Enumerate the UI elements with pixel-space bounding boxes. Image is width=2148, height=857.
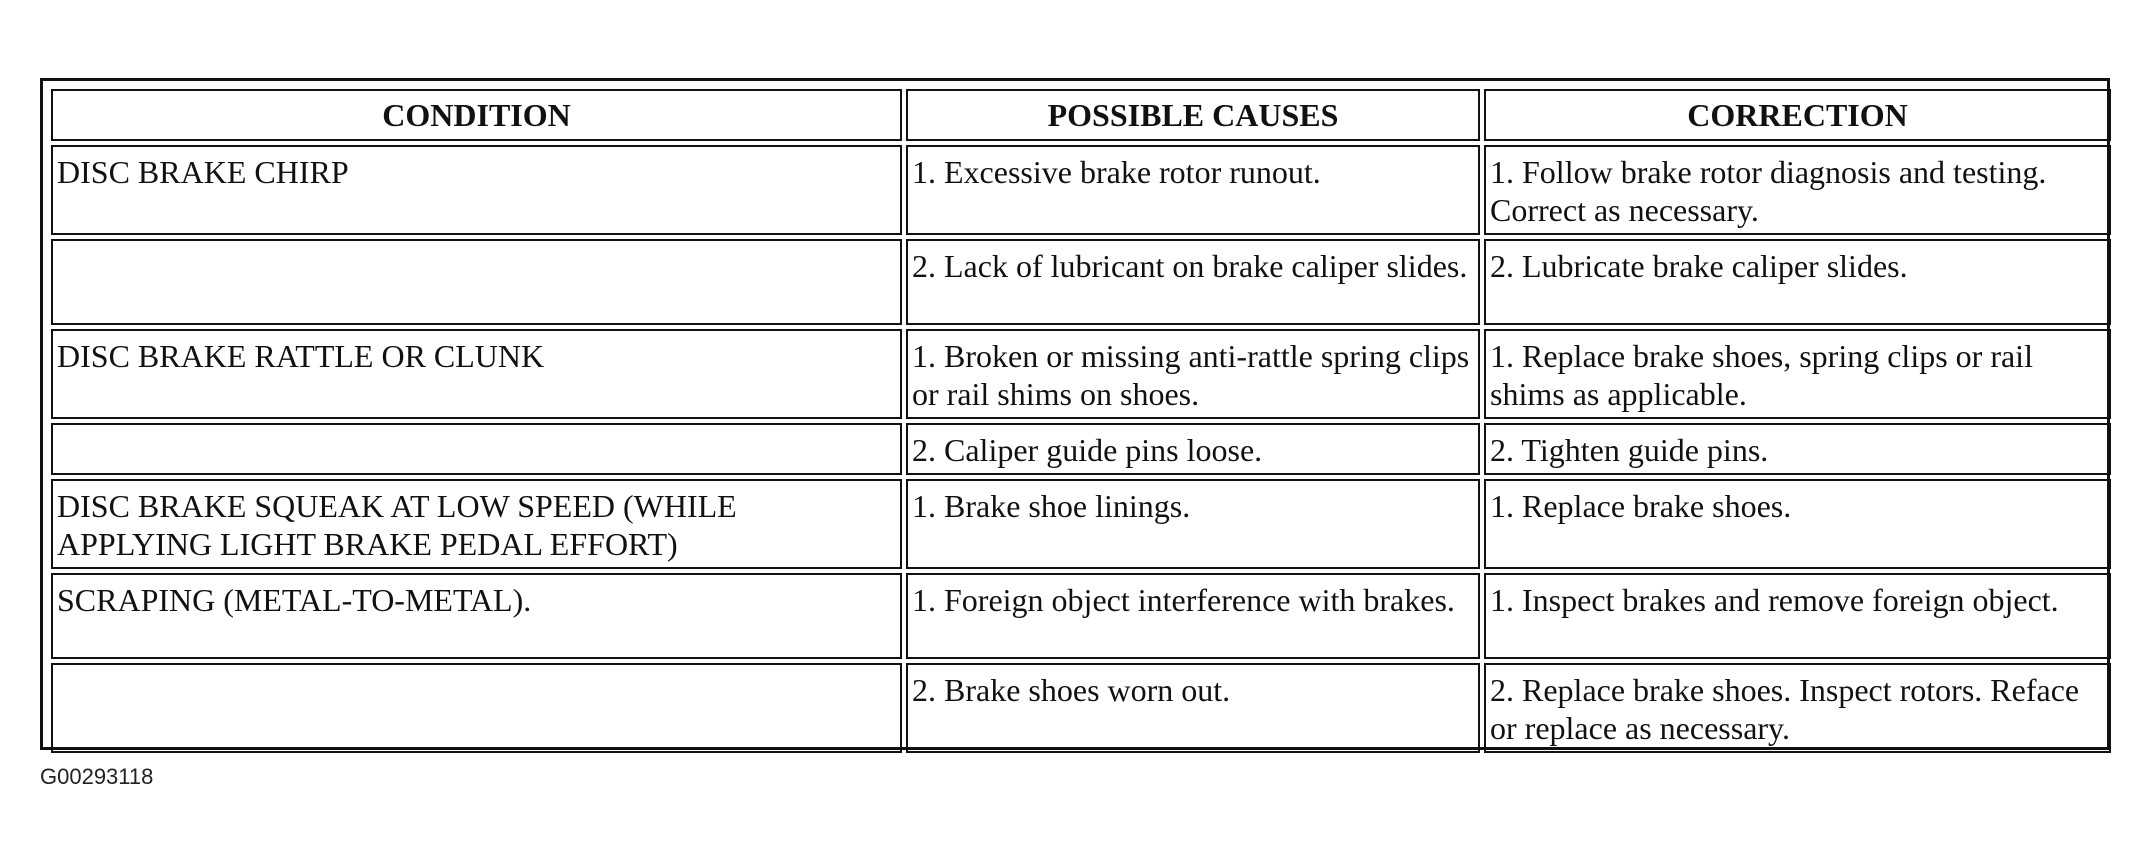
diagnosis-table-frame: [40, 78, 2110, 750]
table-row: [51, 329, 2111, 419]
condition-cell: DISC BRAKE CHIRP: [51, 145, 902, 235]
table-header-row: [51, 89, 2111, 141]
cause-cell: 1. Excessive brake rotor runout.: [906, 145, 1480, 235]
table-row: [51, 479, 2111, 569]
condition-cell: SCRAPING (METAL-TO-METAL).: [51, 573, 902, 659]
condition-cell: [51, 663, 902, 753]
header-condition: CONDITION: [51, 89, 902, 141]
condition-cell: [51, 239, 902, 325]
cause-cell: 1. Brake shoe linings.: [906, 479, 1480, 569]
table-row: [51, 573, 2111, 659]
condition-cell: [51, 423, 902, 475]
correction-cell: 1. Replace brake shoes, spring clips or rail shims as applicable.: [1484, 329, 2111, 419]
table-row: [51, 239, 2111, 325]
cause-cell: 1. Broken or missing anti-rattle spring clips or rail shims on shoes.: [906, 329, 1480, 419]
condition-cell: DISC BRAKE SQUEAK AT LOW SPEED (WHILE APPLYING LIGHT BRAKE PEDAL EFFORT): [51, 479, 902, 569]
correction-cell: 2. Tighten guide pins.: [1484, 423, 2111, 475]
figure-id-label: G00293118: [40, 764, 154, 789]
cause-cell: 1. Foreign object interference with brakes.: [906, 573, 1480, 659]
header-correction: CORRECTION: [1484, 89, 2111, 141]
table-row: [51, 145, 2111, 235]
brake-diagnosis-table: [47, 85, 2115, 757]
correction-cell: 2. Lubricate brake caliper slides.: [1484, 239, 2111, 325]
cause-cell: 2. Brake shoes worn out.: [906, 663, 1480, 753]
cause-cell: 2. Caliper guide pins loose.: [906, 423, 1480, 475]
correction-cell: 1. Replace brake shoes.: [1484, 479, 2111, 569]
header-possible-causes: POSSIBLE CAUSES: [906, 89, 1480, 141]
cause-cell: 2. Lack of lubricant on brake caliper slides.: [906, 239, 1480, 325]
correction-cell: 1. Follow brake rotor diagnosis and testing. Correct as necessary.: [1484, 145, 2111, 235]
correction-cell: 2. Replace brake shoes. Inspect rotors. Reface or replace as necessary.: [1484, 663, 2111, 753]
table-row: [51, 423, 2111, 475]
correction-cell: 1. Inspect brakes and remove foreign object.: [1484, 573, 2111, 659]
table-row: [51, 663, 2111, 753]
condition-cell: DISC BRAKE RATTLE OR CLUNK: [51, 329, 902, 419]
